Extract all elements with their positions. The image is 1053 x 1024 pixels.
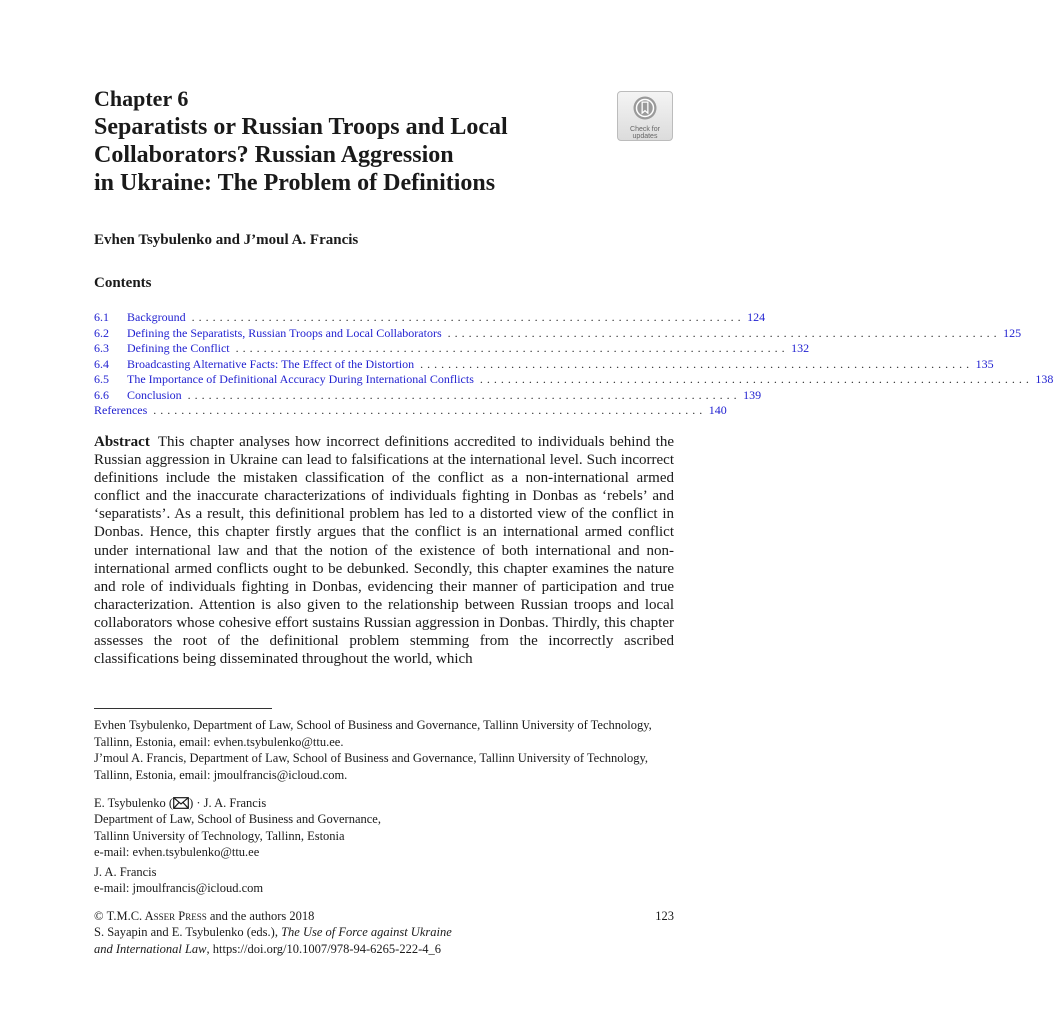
toc-entry[interactable] [94,356,994,373]
toc-section-title[interactable]: The Importance of Definitional Accuracy During International Conflicts [127,372,474,386]
toc-leader-dots: . . . . . . . . . . . . . . . . . . . . . . . . . . . . . . . . . . . . . . . . . . . . . . . . . . . . . . . . . . . . . . . . . . . . . . . . . . . . . . . [447,325,998,340]
affiliation-university: Tallinn University of Technology, Tallinn, Estonia [94,828,345,843]
chapter-label: Chapter 6 [94,86,189,111]
toc-page-number[interactable]: 125 [1003,325,1022,340]
affiliation-authors [94,795,674,811]
affiliation-email[interactable]: e-mail: evhen.tsybulenko@ttu.ee [94,845,260,860]
second-author-affiliation [94,864,674,897]
title-line: Collaborators? Russian Aggression [94,142,454,168]
toc-page-number[interactable]: 132 [791,341,810,355]
toc-section-title[interactable]: Broadcasting Alternative Facts: The Effect of the Distortion [127,356,415,371]
toc-entry[interactable] [94,387,762,404]
abstract [94,433,674,668]
citation-line [94,924,674,940]
footnote-divider [94,708,272,709]
toc-section-number: 6.5 [94,372,109,386]
title-line: in Ukraine: The Problem of Definitions [94,170,496,196]
toc-entry[interactable] [94,341,810,357]
toc-entry[interactable] [94,310,766,326]
toc-section-title[interactable]: References [94,403,148,417]
badge-label-line1: Check for [630,126,660,133]
second-author-name: J. A. Francis [94,865,157,879]
toc-entry-references[interactable] [94,403,727,419]
copyright-line [94,908,674,924]
toc-section-title[interactable]: Defining the Conflict [127,341,230,355]
citation-editors: S. Sayapin and E. Tsybulenko (eds.), [94,925,282,940]
doi-link[interactable]: , https://doi.org/10.1007/978-94-6265-222-4_6 [206,941,442,956]
author-line: Evhen Tsybulenko and J’moul A. Francis [94,232,359,248]
footnote-line: J’moul A. Francis, Department of Law, School of Business and Governance, Tallinn University of Technology, Tallinn, Estonia, email: jmoulfrancis@icloud.com. [94,751,649,782]
title-line: Separatists or Russian Troops and Local [94,114,508,140]
toc-entry[interactable] [94,372,1053,388]
toc-section-title[interactable]: Defining the Separatists, Russian Troops and Local Collaborators [127,325,442,340]
toc-leader-dots: . . . . . . . . . . . . . . . . . . . . . . . . . . . . . . . . . . . . . . . . . . . . . . . . . . . . . . . . . . . . . . . . . . . . . . . . . . . . . . . [235,341,786,355]
toc-section-number: 6.2 [94,325,109,340]
second-author-email[interactable]: e-mail: jmoulfrancis@icloud.com [94,881,264,896]
toc-page-number[interactable]: 138 [1035,372,1053,386]
page-number: 123 [655,909,674,923]
contents-heading: Contents [94,275,152,291]
author-affiliation [94,795,674,861]
table-of-contents [94,310,1053,419]
toc-page-number[interactable]: 139 [743,387,762,402]
toc-section-number: 6.4 [94,356,109,371]
toc-entry[interactable] [94,325,1022,342]
affiliation-authors-b: ) · J. A. Francis [189,796,267,810]
abstract-text: This chapter analyses how incorrect definitions accredited to individuals behind the Russian aggression in Ukraine can lead to falsifications at the international level. Such incorrect definitions include the mistaken classification of the conflict as a non-international armed conflict and the inaccurate characterizations of individuals fighting in Donbas as ‘rebels’ and ‘separatists’. As a result, this definitional problem has led to a distorted view of the conflict in Donbas. Hence, this chapter firstly argues that the conflict is an international armed conflict under international law and that the notion of the existence of both international and non-international armed conflicts ought to be debunked. Secondly, this chapter examines the nature and role of individuals fighting in Donbas, evidencing their manner of participation and true characterization. Attention is also given to the relationship between Russian troops and local collaborators whose cohesive effort sustains Russian aggression in Donbas. Thirdly, this chapter assesses the root of the definitional problem stemming from the incorrectly ascribed classifications being disseminated throughout the world, which [94,434,674,668]
copyright-block [94,908,674,957]
abstract-label: Abstract [94,434,150,450]
toc-page-number[interactable]: 135 [975,356,994,371]
toc-section-title[interactable]: Conclusion [127,387,182,402]
toc-leader-dots: . . . . . . . . . . . . . . . . . . . . . . . . . . . . . . . . . . . . . . . . . . . . . . . . . . . . . . . . . . . . . . . . . . . . . . . . . . . . . . . [187,387,738,402]
affiliation-authors-a: E. Tsybulenko ( [94,796,174,810]
affiliation-department: Department of Law, School of Business and Governance, [94,812,381,827]
toc-page-number[interactable]: 124 [747,310,766,324]
toc-section-number: 6.3 [94,341,109,355]
toc-leader-dots: . . . . . . . . . . . . . . . . . . . . . . . . . . . . . . . . . . . . . . . . . . . . . . . . . . . . . . . . . . . . . . . . . . . . . . . . . . . . . . . [479,372,1030,386]
toc-page-number[interactable]: 140 [708,403,727,417]
author-footnote [94,717,674,783]
toc-leader-dots: . . . . . . . . . . . . . . . . . . . . . . . . . . . . . . . . . . . . . . . . . . . . . . . . . . . . . . . . . . . . . . . . . . . . . . . . . . . . . . . [420,356,970,371]
publisher-name: T.M.C. Asser Press [106,909,207,923]
toc-section-number: 6.6 [94,387,109,402]
bookmark-circle-icon [632,95,658,121]
book-title-part1: The Use of Force against Ukraine [281,925,452,940]
toc-section-title[interactable]: Background [127,310,186,324]
toc-leader-dots: . . . . . . . . . . . . . . . . . . . . . . . . . . . . . . . . . . . . . . . . . . . . . . . . . . . . . . . . . . . . . . . . . . . . . . . . . . . . . . . [191,310,742,324]
check-for-updates-badge[interactable] [617,91,673,141]
citation-line [94,941,674,957]
badge-label-line2: updates [632,133,658,140]
footnote-line: Evhen Tsybulenko, Department of Law, School of Business and Governance, Tallinn University of Technology, Tallinn, Estonia, email: evhen.tsybulenko@ttu.ee. [94,718,652,749]
book-title-part2: and International Law [94,941,207,956]
copyright-rest: and the authors 2018 [206,909,315,923]
envelope-icon [173,797,189,809]
chapter-title [94,113,594,197]
toc-section-number: 6.1 [94,310,109,324]
toc-leader-dots: . . . . . . . . . . . . . . . . . . . . . . . . . . . . . . . . . . . . . . . . . . . . . . . . . . . . . . . . . . . . . . . . . . . . . . . . . . . . . . . [153,403,703,417]
copyright-symbol: © [94,909,104,923]
